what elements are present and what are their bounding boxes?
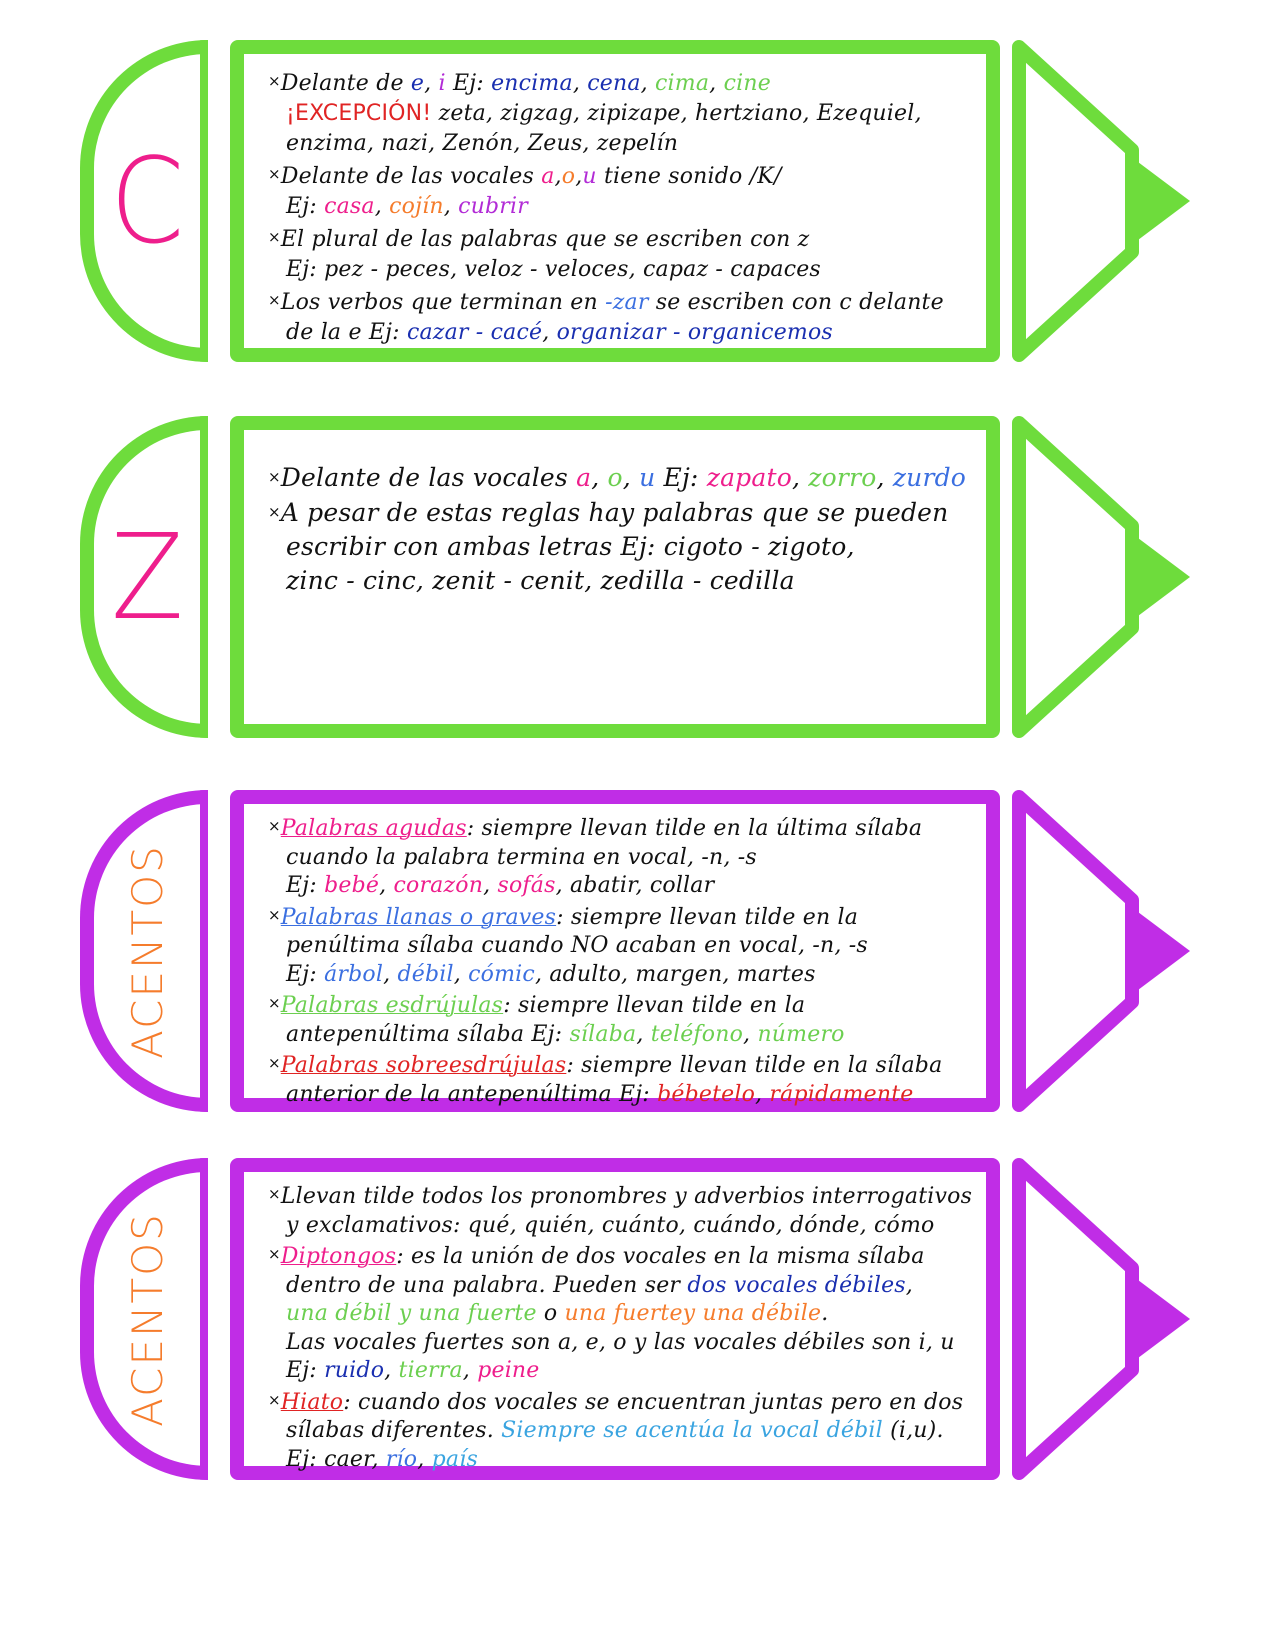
pencil-card-acentos-1 xyxy=(0,790,1275,1112)
rule-line: cuando la palabra termina en vocal, -n, -s xyxy=(286,844,757,870)
rule-line: Las vocales fuertes son a, e, o y las vocales débiles son i, u xyxy=(286,1329,955,1355)
rule-line: dentro de una palabra. Pueden ser dos vocales débiles, xyxy=(286,1272,913,1298)
rule-line: ¡EXCEPCIÓN! zeta, zigzag, zipizape, hertziano, Ezequiel, xyxy=(286,101,922,126)
pencil-card-c xyxy=(0,40,1275,362)
rules-text xyxy=(268,460,978,598)
rules-text xyxy=(268,812,978,1109)
rule-line: antepenúltima sílaba Ej: sílaba, teléfono, número xyxy=(286,1021,845,1047)
pencil-card-acentos-2 xyxy=(0,1158,1275,1480)
rules-text xyxy=(268,66,978,348)
cap-label: ACENTOS xyxy=(122,1211,172,1427)
rule-line: zinc - cinc, zenit - cenit, zedilla - cedilla xyxy=(286,566,795,595)
rule-line: Ej: bebé, corazón, sofás, abatir, collar xyxy=(286,873,715,898)
rule-line: escribir con ambas letras Ej: cigoto - zigoto, xyxy=(286,532,855,561)
rule-line: ×El plural de las palabras que se escriben con z xyxy=(268,227,810,252)
rule-line: enzima, nazi, Zenón, Zeus, zepelín xyxy=(286,131,679,156)
rule-line: Ej: caer, río, país xyxy=(286,1446,478,1472)
pencil-cap xyxy=(80,1158,208,1480)
rule-line: penúltima sílaba cuando NO acaban en vocal, -n, -s xyxy=(286,933,868,958)
rule-line: ×Delante de las vocales a, o, u Ej: zapato, zorro, zurdo xyxy=(268,463,967,492)
rule-line: anterior de la antepenúltima Ej: bébetelo, rápidamente xyxy=(286,1081,914,1107)
rule-line: ×Delante de las vocales a,o,u tiene sonido /K/ xyxy=(268,164,782,189)
pencil-cap xyxy=(80,790,208,1112)
rule-line: ×Palabras agudas: siempre llevan tilde en la última sílaba xyxy=(268,816,923,841)
rule-line: y exclamativos: qué, quién, cuánto, cuándo, dónde, cómo xyxy=(286,1212,935,1238)
pencil-cap xyxy=(80,416,208,738)
rule-line: de la e Ej: cazar - cacé, organizar - organicemos xyxy=(286,320,833,345)
cap-label: Z xyxy=(110,508,184,646)
cap-label: ACENTOS xyxy=(122,843,172,1059)
rules-text xyxy=(268,1180,978,1474)
rule-line: ×Palabras sobreesdrújulas: siempre llevan tilde en la sílaba xyxy=(268,1053,943,1078)
rule-line: Ej: pez - peces, veloz - veloces, capaz - capaces xyxy=(286,257,821,282)
rule-line: sílabas diferentes. Siempre se acentúa la vocal débil (i,u). xyxy=(286,1418,944,1443)
pencil-tip xyxy=(1012,1158,1272,1480)
cap-label: C xyxy=(109,132,185,270)
pencil-body xyxy=(230,790,1000,1112)
pencil-tip xyxy=(1012,416,1272,738)
pencil-body xyxy=(230,40,1000,362)
pencil-tip xyxy=(1012,790,1272,1112)
pencil-body xyxy=(230,416,1000,738)
rule-line: una débil y una fuerte o una fuertey una débile. xyxy=(286,1301,829,1326)
pencil-tip xyxy=(1012,40,1272,362)
pencil-card-z xyxy=(0,416,1275,738)
rule-line: ×Los verbos que terminan en -zar se escriben con c delante xyxy=(268,290,944,315)
rule-line: Ej: casa, cojín, cubrir xyxy=(286,194,528,219)
rule-line: ×Palabras esdrújulas: siempre llevan tilde en la xyxy=(268,993,806,1018)
rule-line: Ej: árbol, débil, cómic, adulto, margen, martes xyxy=(286,961,816,987)
rule-line: ×Delante de e, i Ej: encima, cena, cima, cine xyxy=(268,71,771,96)
rule-line: Ej: ruido, tierra, peine xyxy=(286,1358,540,1383)
exception-label: ¡EXCEPCIÓN! xyxy=(286,101,432,126)
rule-line: ×Llevan tilde todos los pronombres y adverbios interrogativos xyxy=(268,1184,973,1209)
pencil-cap xyxy=(80,40,208,362)
rule-line: ×Hiato: cuando dos vocales se encuentran juntas pero en dos xyxy=(268,1389,964,1415)
rule-line: ×Diptongos: es la unión de dos vocales en la misma sílaba xyxy=(268,1244,925,1269)
rule-line: ×A pesar de estas reglas hay palabras que se pueden xyxy=(268,498,949,527)
pencil-body xyxy=(230,1158,1000,1480)
rule-line: ×Palabras llanas o graves: siempre llevan tilde en la xyxy=(268,904,859,930)
